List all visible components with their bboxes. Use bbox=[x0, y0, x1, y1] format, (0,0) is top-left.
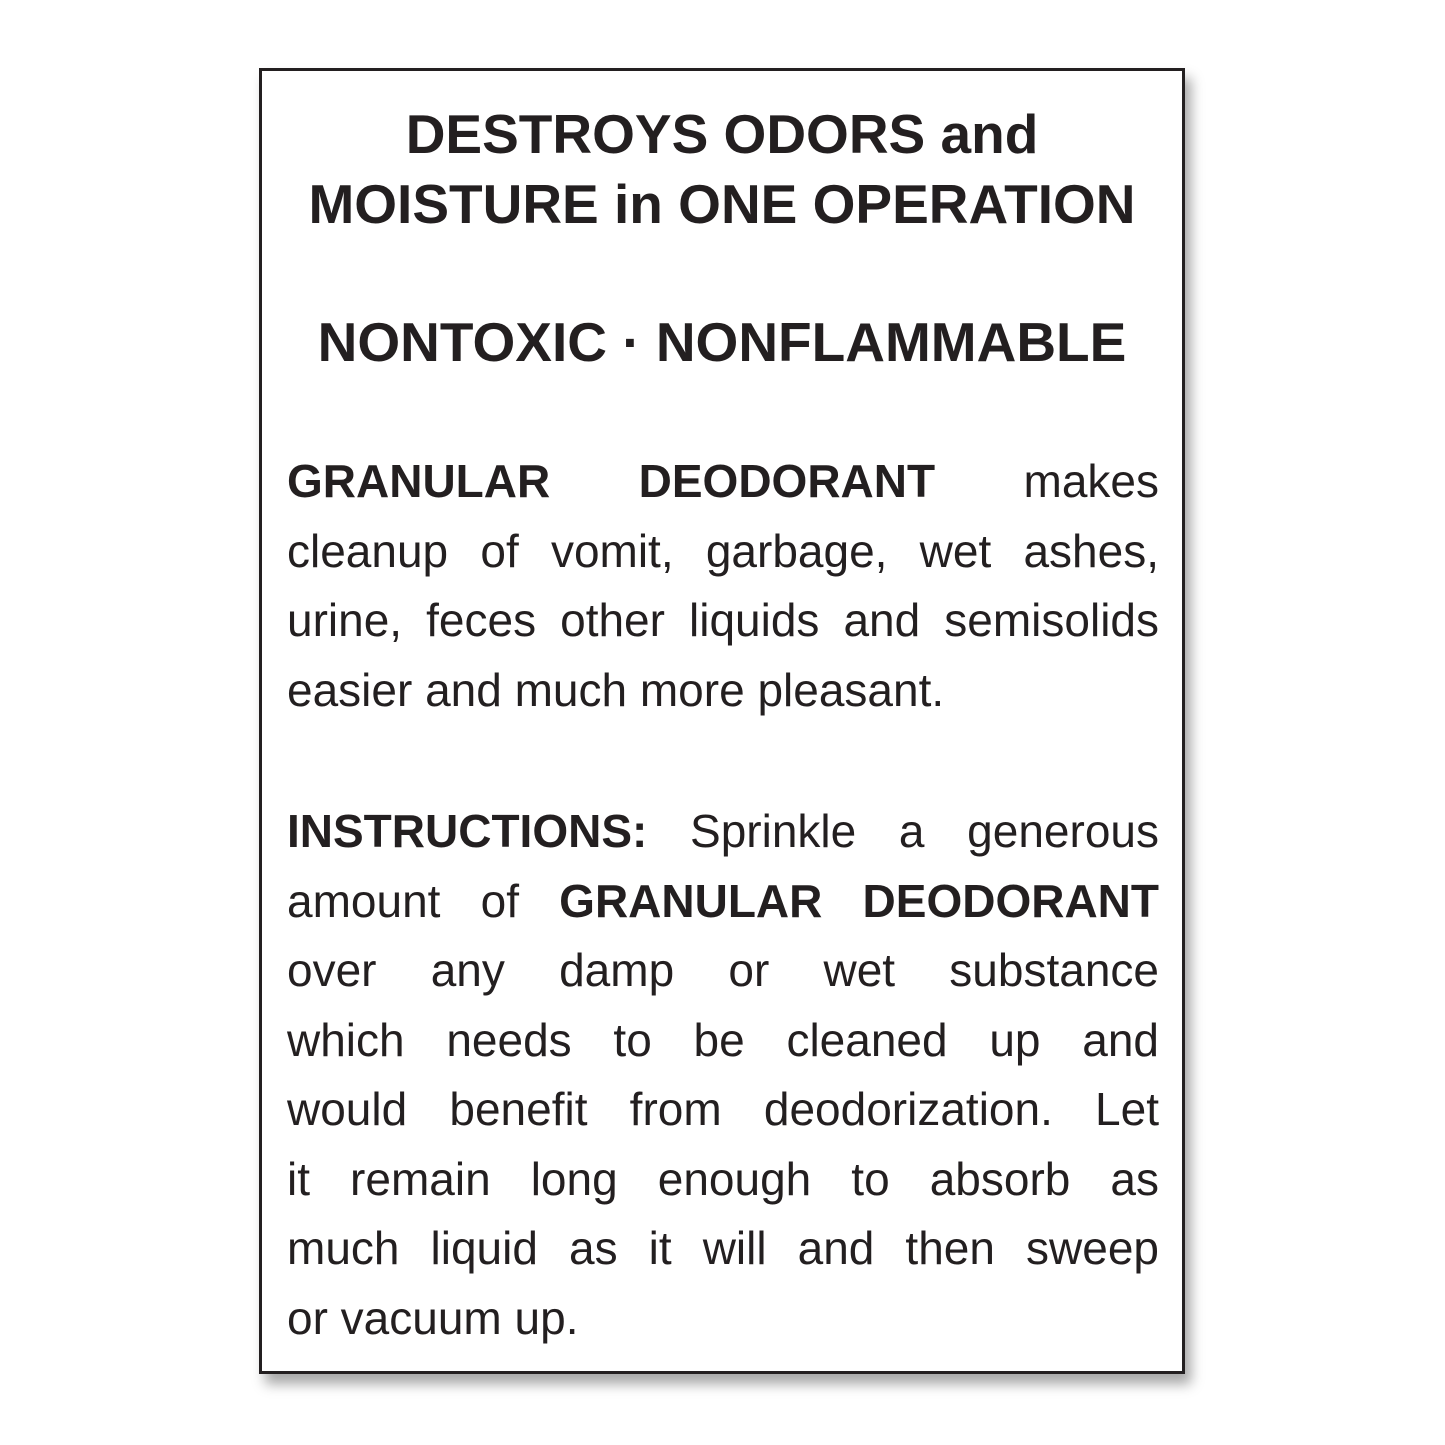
product-name: GRANULAR DEODORANT bbox=[559, 874, 1159, 927]
instructions-line-4: which needs to be cleaned up and bbox=[287, 1013, 1159, 1066]
instructions-line-5: would benefit from deodorization. Let bbox=[287, 1083, 1159, 1135]
product-name: GRANULAR DEODORANT bbox=[287, 455, 936, 507]
instructions-line-3: over any damp or wet substance bbox=[287, 944, 1159, 996]
safety-claims: NONTOXIC · NONFLAMMABLE bbox=[317, 311, 1127, 373]
instructions-line-7: much liquid as it will and then sweep bbox=[287, 1222, 1159, 1274]
description-line-4: easier and much more pleasant. bbox=[287, 663, 945, 716]
description-line-1-text: makes bbox=[1023, 455, 1159, 507]
instructions-line-2-text: amount of bbox=[287, 874, 519, 927]
headline-line-1: DESTROYS ODORS and bbox=[405, 103, 1039, 165]
instructions-line-6: it remain long enough to absorb as bbox=[287, 1152, 1159, 1205]
headline bbox=[262, 99, 1182, 239]
instructions-line-1 bbox=[287, 797, 1159, 867]
instructions bbox=[287, 797, 1159, 1353]
description-line-2: cleanup of vomit, garbage, wet ashes, bbox=[287, 524, 1159, 577]
instructions-line-8: or vacuum up. bbox=[287, 1291, 579, 1344]
instructions-heading: INSTRUCTIONS: bbox=[287, 805, 648, 857]
instructions-line-1-text: Sprinkle a generous bbox=[690, 805, 1160, 857]
instructions-line-2 bbox=[287, 867, 1159, 937]
headline-line-2: MOISTURE in ONE OPERATION bbox=[308, 173, 1136, 235]
product-label-panel bbox=[259, 68, 1185, 1374]
description-line-1 bbox=[287, 447, 1159, 517]
product-description bbox=[287, 447, 1159, 725]
description-line-3: urine, feces other liquids and semisolids bbox=[287, 594, 1159, 646]
